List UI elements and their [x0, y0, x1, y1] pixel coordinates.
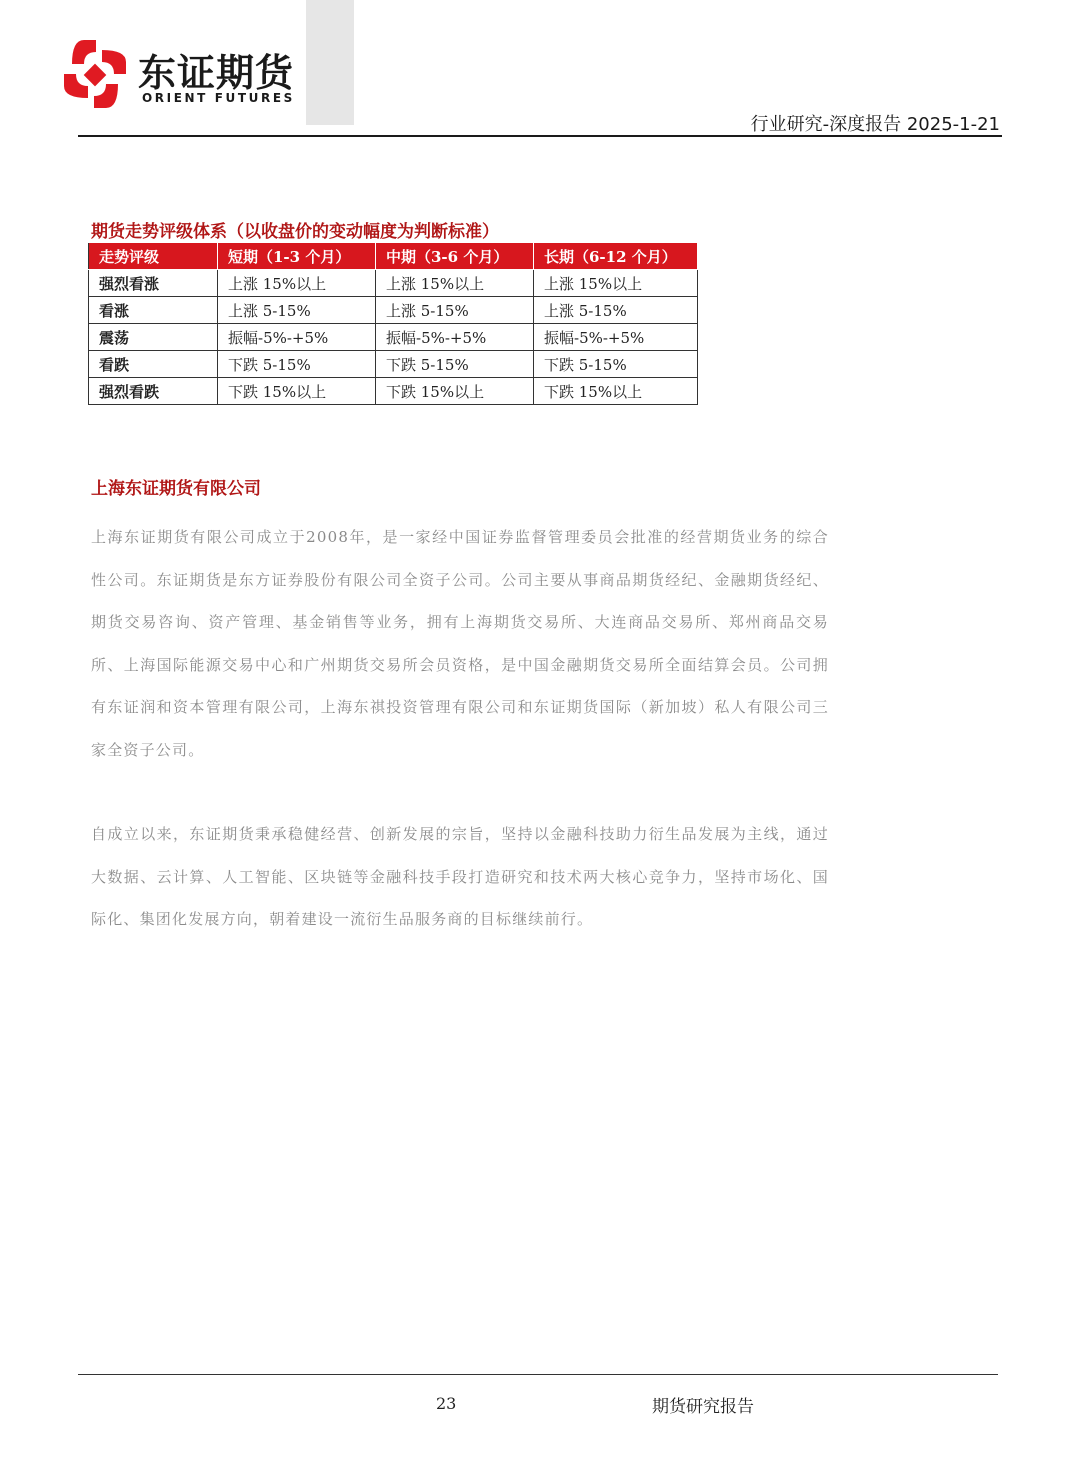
table-row — [89, 324, 698, 351]
column-header: 中期（3-6 个月） — [376, 243, 534, 270]
table-cell: 上涨 5-15% — [218, 297, 376, 324]
page-number: 23 — [436, 1394, 457, 1413]
column-header: 长期（6-12 个月） — [534, 243, 698, 270]
table-cell: 上涨 15%以上 — [534, 270, 698, 297]
logo-english-name: ORIENT FUTURES — [142, 91, 295, 105]
footer-divider — [78, 1374, 998, 1375]
table-row — [89, 378, 698, 405]
table-cell: 下跌 15%以上 — [534, 378, 698, 405]
table-cell: 下跌 5-15% — [376, 351, 534, 378]
table-cell: 上涨 15%以上 — [218, 270, 376, 297]
company-section-title: 上海东证期货有限公司 — [91, 479, 261, 499]
rating-table-title: 期货走势评级体系（以收盘价的变动幅度为判断标准） — [91, 222, 499, 242]
company-intro-paragraph: 上海东证期货有限公司成立于2008年，是一家经中国证券监督管理委员会批准的经营期货业务的综合性公司。东证期货是东方证券股份有限公司全资子公司。公司主要从事商品期货经纪、金融期货经纪、期货交易咨询、资产管理、基金销售等业务，拥有上海期货交易所、大连商品交易所、郑州商品交易所、上海国际能源交易中心和广州期货交易所会员资格，是中国金融期货交易所全面结算会员。公司拥有东证润和资本管理有限公司，上海东祺投资管理有限公司和东证期货国际（新加坡）私人有限公司三家全资子公司。 — [91, 528, 829, 759]
table-row — [89, 270, 698, 297]
table-cell: 下跌 15%以上 — [218, 378, 376, 405]
report-date: 2025-1-21 — [906, 114, 1000, 135]
table-cell: 振幅-5%-+5% — [534, 324, 698, 351]
column-header: 短期（1-3 个月） — [218, 243, 376, 270]
orient-futures-logo-icon — [62, 38, 128, 110]
table-cell: 振幅-5%-+5% — [218, 324, 376, 351]
table-cell: 下跌 5-15% — [218, 351, 376, 378]
company-mission-paragraph: 自成立以来，东证期货秉承稳健经营、创新发展的宗旨，坚持以金融科技助力衍生品发展为主线，通过大数据、云计算、人工智能、区块链等金融科技手段打造研究和技术两大核心竞争力，坚持市场化、国际化、集团化发展方向，朝着建设一流衍生品服务商的目标继续前行。 — [91, 825, 829, 929]
table-cell: 振幅-5%-+5% — [376, 324, 534, 351]
table-cell: 上涨 5-15% — [376, 297, 534, 324]
table-header-row — [89, 243, 698, 270]
footer-label: 期货研究报告 — [652, 1397, 754, 1417]
header-gray-bar — [306, 0, 354, 125]
rating-cell: 强烈看涨 — [89, 270, 218, 297]
rating-cell: 看跌 — [89, 351, 218, 378]
rating-cell: 强烈看跌 — [89, 378, 218, 405]
header-divider — [78, 135, 1002, 137]
rating-table — [88, 242, 698, 405]
column-header: 走势评级 — [89, 243, 218, 270]
company-logo — [62, 38, 295, 113]
rating-cell: 震荡 — [89, 324, 218, 351]
rating-cell: 看涨 — [89, 297, 218, 324]
table-cell: 上涨 5-15% — [534, 297, 698, 324]
table-cell: 下跌 5-15% — [534, 351, 698, 378]
report-tag: 行业研究-深度报告 — [750, 114, 902, 135]
table-row — [89, 351, 698, 378]
table-cell: 下跌 15%以上 — [376, 378, 534, 405]
logo-chinese-name: 东证期货 — [138, 51, 295, 95]
report-header-info — [751, 110, 1000, 136]
table-cell: 上涨 15%以上 — [376, 270, 534, 297]
table-row — [89, 297, 698, 324]
